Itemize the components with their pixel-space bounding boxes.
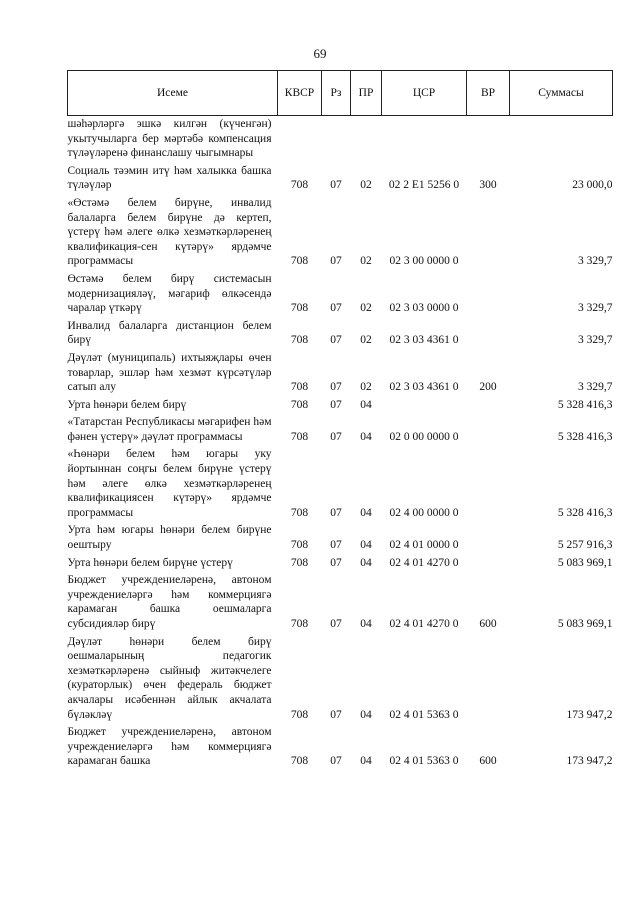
cell-csr	[382, 395, 467, 413]
cell-csr: 02 4 00 0000 0	[389, 506, 459, 519]
cell-csr: 02 3 03 0000 0	[389, 302, 459, 315]
cell-vr	[467, 316, 510, 348]
cell-rz	[322, 116, 351, 161]
cell-rz: 07	[330, 618, 342, 630]
cell-csr: 02 4 01 5363 0	[389, 708, 459, 721]
cell-vr	[467, 412, 510, 444]
cell-pr: 04	[360, 556, 372, 569]
cell-name: Дәүләт (муниципаль) ихтыяҗлары өчен товарлар, эшләр һәм хезмәт күрсәтүләр сатып алу	[67, 351, 272, 394]
cell-csr: 02 2 Е1 5256 0	[388, 179, 460, 192]
cell-vr	[467, 269, 510, 316]
header-sum: Суммасы	[510, 71, 613, 116]
table-header	[68, 71, 613, 116]
cell-csr: 02 4 01 5363 0	[389, 755, 459, 768]
table-row	[68, 520, 613, 552]
cell-name: Урта һөнәри белем бирү	[67, 398, 187, 411]
table-row	[68, 570, 613, 631]
cell-sum: 5 257 916,3	[557, 539, 613, 552]
cell-name: шәһәрләргә эшкә килгән (күченгән) укытучыларга бер мәртәбә компенсация түләүләренә финанслашу чыгымнары	[67, 118, 272, 160]
cell-vr	[467, 444, 510, 520]
budget-table	[67, 70, 613, 769]
cell-kvsr: 708	[290, 618, 309, 630]
cell-sum: 5 083 969,1	[557, 618, 613, 630]
cell-sum: 3 329,7	[578, 334, 613, 347]
cell-rz: 07	[330, 539, 342, 552]
cell-rz: 07	[330, 506, 342, 519]
cell-pr: 02	[360, 302, 372, 315]
cell-rz: 07	[330, 179, 342, 192]
table-row	[68, 269, 613, 316]
cell-rz: 07	[330, 334, 342, 347]
cell-name: «Һөнәри белем һәм югары уку йортыннан соңгы белем бирүне үстерү һәм әлеге өлкә хезмәткәрләренең квалификациясен күтәрү» ярдәмче программасы	[67, 448, 272, 519]
cell-vr	[467, 520, 510, 552]
table-row	[68, 722, 613, 769]
table-body	[68, 116, 613, 769]
cell-pr: 04	[360, 708, 372, 721]
cell-kvsr: 708	[290, 302, 309, 315]
cell-csr: 02 3 03 4361 0	[389, 381, 459, 394]
cell-pr: 04	[360, 506, 372, 519]
table-row	[68, 412, 613, 444]
table-row	[68, 632, 613, 723]
cell-rz: 07	[330, 255, 342, 268]
cell-sum: 5 328 416,3	[557, 398, 613, 411]
cell-csr: 02 3 03 4361 0	[389, 334, 459, 347]
table-row	[68, 553, 613, 571]
cell-csr	[382, 116, 467, 161]
cell-pr: 04	[360, 539, 372, 552]
table-row	[68, 348, 613, 395]
cell-kvsr: 708	[290, 430, 309, 443]
cell-pr: 02	[360, 334, 372, 347]
cell-pr: 02	[360, 255, 372, 268]
cell-sum	[510, 116, 613, 161]
cell-sum: 3 329,7	[578, 302, 613, 315]
cell-kvsr	[278, 116, 322, 161]
cell-pr: 04	[360, 430, 372, 443]
cell-csr: 02 4 01 0000 0	[389, 539, 459, 552]
cell-rz: 07	[330, 755, 342, 768]
cell-kvsr: 708	[290, 255, 309, 268]
header-kvsr: КВСР	[278, 71, 322, 116]
cell-sum: 5 083 969,1	[557, 556, 613, 569]
cell-vr	[467, 395, 510, 413]
cell-sum: 173 947,2	[566, 755, 613, 768]
cell-vr	[467, 193, 510, 269]
cell-name: Инвалид балаларга дистанцион белем бирү	[67, 319, 272, 347]
cell-csr: 02 3 00 0000 0	[389, 255, 459, 268]
cell-vr: 600	[479, 755, 497, 768]
cell-sum: 173 947,2	[566, 708, 613, 721]
cell-rz: 07	[330, 381, 342, 394]
table-row	[68, 395, 613, 413]
cell-name: Өстәмә белем бирү системасын модернизацияләү, мәгариф өлкәсендә чаралар үткәрү	[67, 272, 272, 315]
cell-kvsr: 708	[290, 398, 309, 411]
cell-name: «Татарстан Республикасы мәгарифен һәм фәнен үстерү» дәүләт программасы	[67, 416, 272, 443]
cell-pr: 04	[360, 398, 372, 411]
cell-vr: 300	[479, 179, 497, 192]
cell-name: «Өстәмә белем бирүне, инвалид балаларга белем бирүне дә кертеп, үстерү һәм әлеге өлкә хезмәткәрләренең квалификация-сен күтәрү» ярдәмче программасы	[67, 196, 272, 268]
cell-sum: 3 329,7	[578, 381, 613, 394]
table-row	[68, 193, 613, 269]
cell-sum: 5 328 416,3	[557, 430, 613, 443]
cell-sum: 3 329,7	[578, 255, 613, 268]
header-pr: ПР	[351, 71, 382, 116]
cell-name: Социаль тәэмин итү һәм халыкка башка түләүләр	[67, 164, 272, 192]
header-csr: ЦСР	[382, 71, 467, 116]
cell-vr	[467, 632, 510, 723]
cell-name: Урта һәм югары һөнәри белем бирүне оештыру	[67, 524, 272, 552]
table-row	[68, 316, 613, 348]
cell-csr: 02 4 01 4270 0	[389, 556, 459, 569]
cell-name: Урта һөнәри белем бирүне үстерү	[67, 556, 233, 569]
cell-kvsr: 708	[290, 381, 309, 394]
cell-kvsr: 708	[290, 755, 309, 768]
cell-vr: 600	[479, 618, 497, 630]
table-row	[68, 444, 613, 520]
cell-rz: 07	[330, 398, 342, 411]
cell-sum: 23 000,0	[572, 179, 613, 192]
cell-csr: 02 0 00 0000 0	[389, 430, 459, 443]
cell-pr: 04	[360, 618, 372, 630]
cell-kvsr: 708	[290, 556, 309, 569]
cell-rz: 07	[330, 708, 342, 721]
cell-pr: 04	[360, 755, 372, 768]
cell-pr	[351, 116, 382, 161]
cell-sum: 5 328 416,3	[557, 506, 613, 519]
cell-name: Бюджет учреждениеләренә, автоном учреждениеләргә һәм коммерциягә карамаган башка оешмаларга субсидияләр бирү	[67, 574, 272, 630]
cell-kvsr: 708	[290, 334, 309, 347]
cell-kvsr: 708	[290, 539, 309, 552]
cell-vr	[467, 553, 510, 571]
cell-kvsr: 708	[290, 708, 309, 721]
cell-csr: 02 4 01 4270 0	[389, 618, 459, 630]
table-row	[68, 161, 613, 193]
page-number: 69	[313, 46, 327, 61]
cell-rz: 07	[330, 556, 342, 569]
cell-pr: 02	[360, 179, 372, 192]
cell-kvsr: 708	[290, 506, 309, 519]
cell-rz: 07	[330, 430, 342, 443]
cell-name: Бюджет учреждениеләренә, автоном учреждениеләргә һәм коммерциягә карамаган башка	[67, 726, 272, 768]
table-row	[68, 116, 613, 161]
cell-rz: 07	[330, 302, 342, 315]
cell-vr: 200	[479, 381, 497, 394]
header-rz: Рз	[322, 71, 351, 116]
header-vr: ВР	[467, 71, 510, 116]
cell-kvsr: 708	[290, 179, 309, 192]
cell-vr	[467, 116, 510, 161]
header-name: Исеме	[68, 71, 278, 116]
cell-pr: 02	[360, 381, 372, 394]
cell-name: Дәүләт һөнәри белем бирү оешмаларының педагогик хезмәткәрләренә сыйныф житәкчелеге (кураторлык) өчен федераль бюджет акчалары исәбеннән айлык акчалата бүләкләү	[67, 635, 272, 721]
